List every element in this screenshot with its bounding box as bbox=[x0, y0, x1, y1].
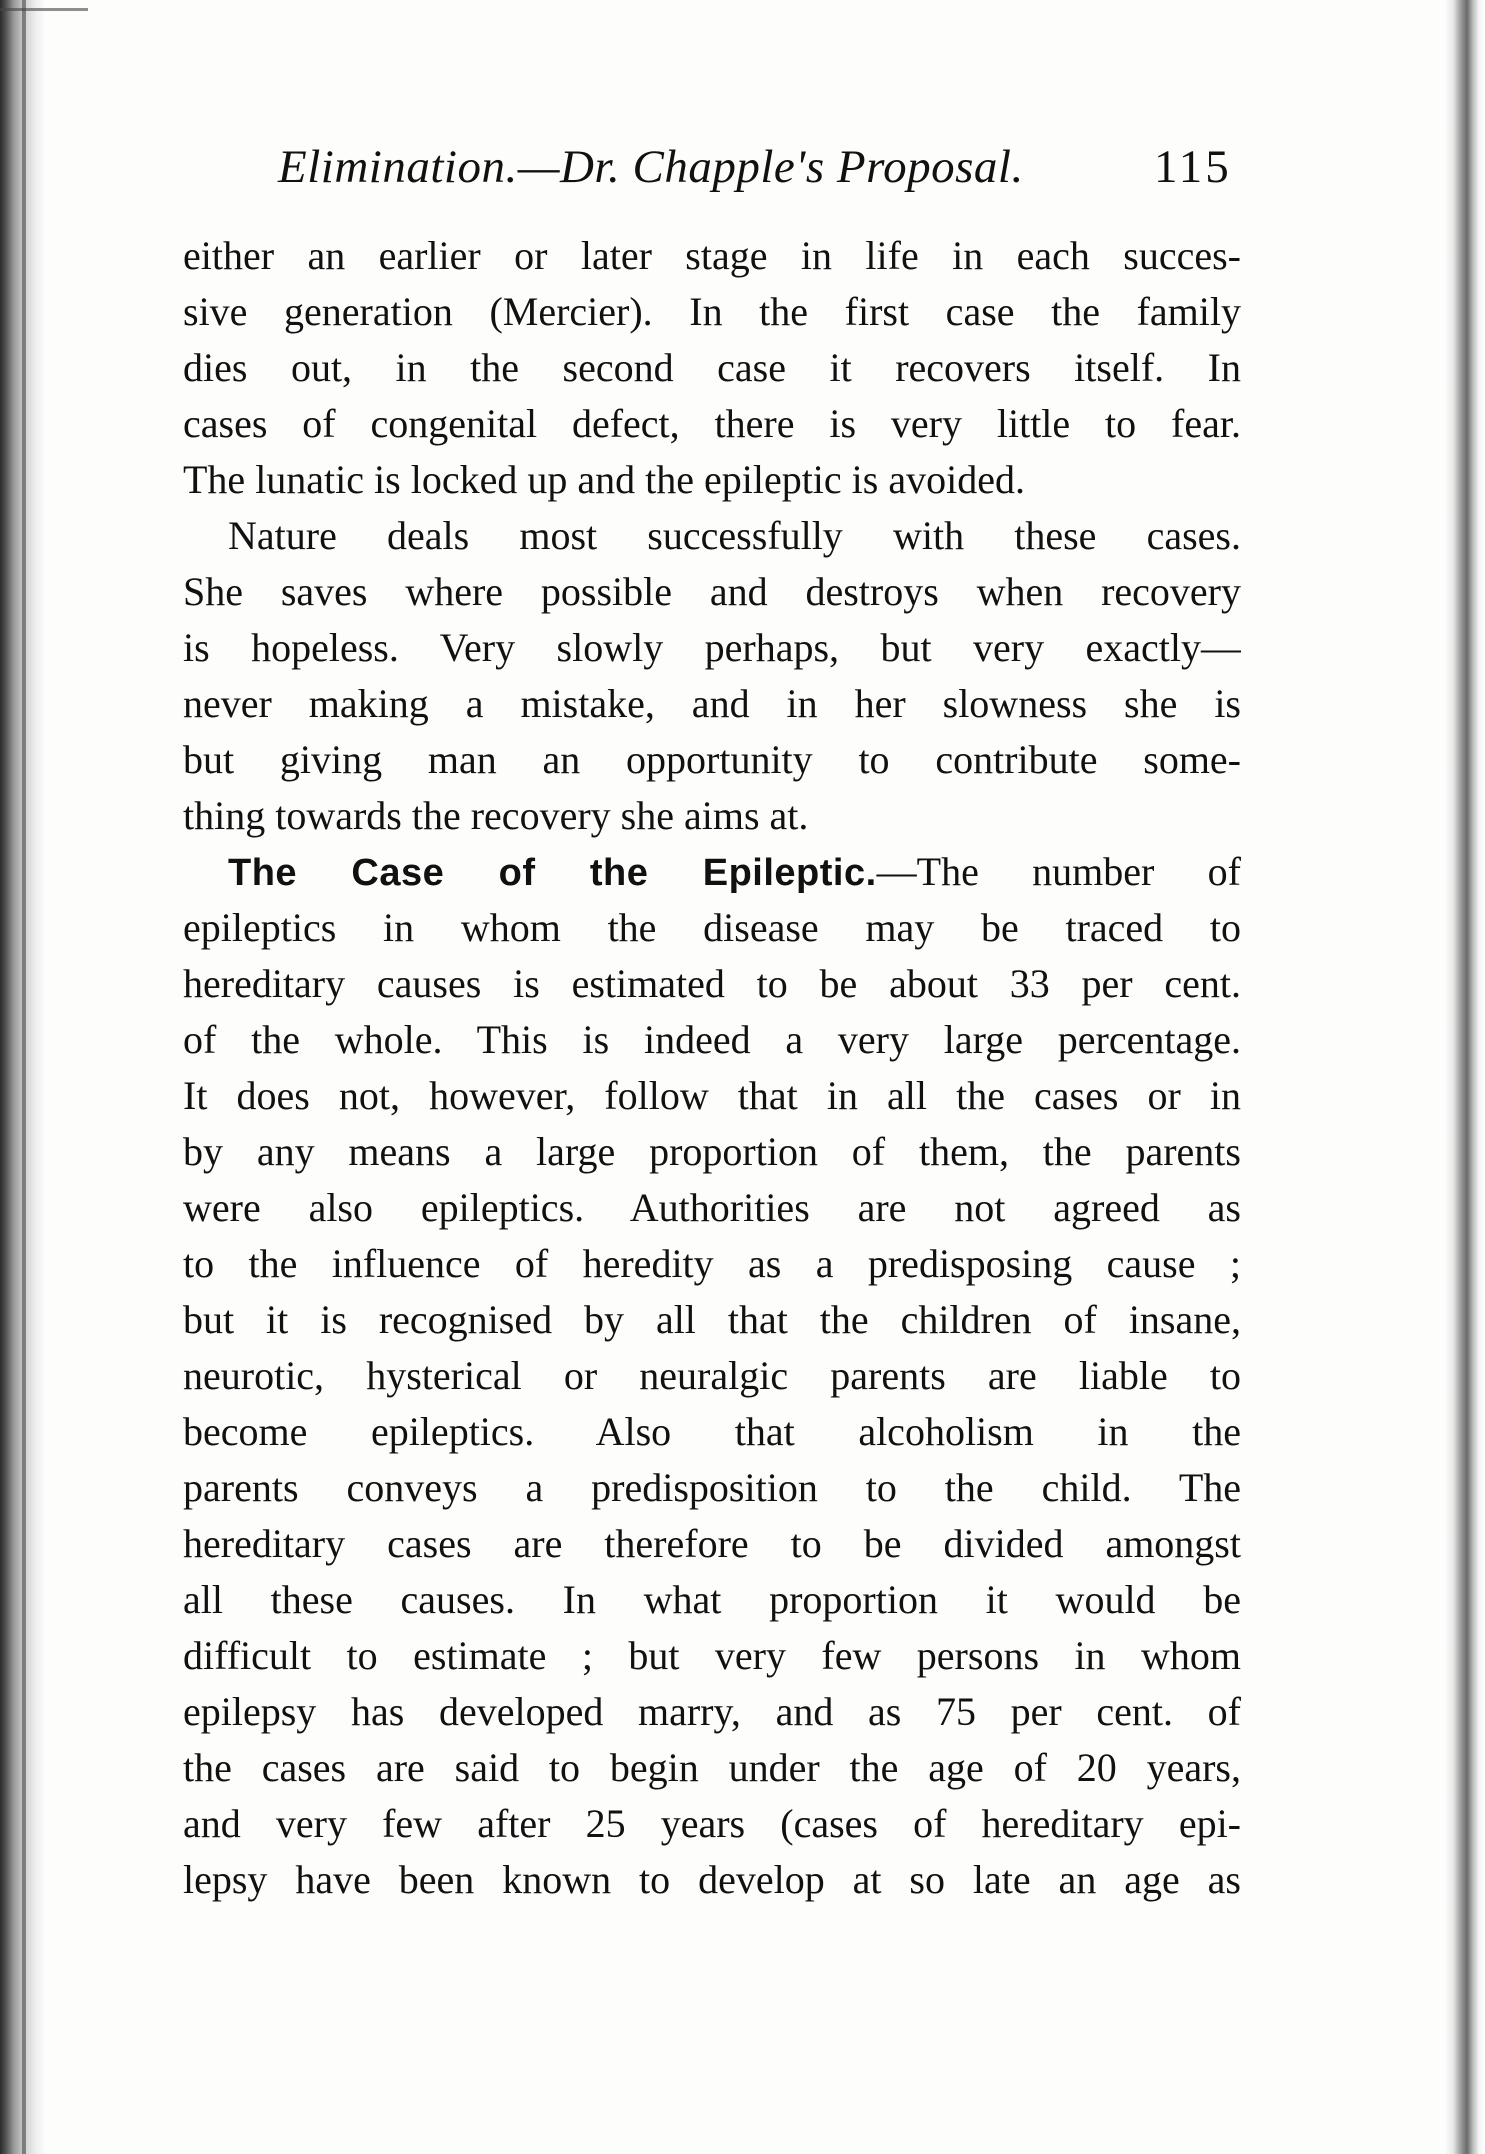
text-line: by any means a large proportion of them, the parents bbox=[183, 1129, 1241, 1174]
text-line: to the influence of heredity as a predisposing cause ; bbox=[183, 1241, 1241, 1286]
text-line: Nature deals most successfully with these cases. bbox=[228, 513, 1241, 558]
text-line: cases of congenital defect, there is very little to fear. bbox=[183, 401, 1241, 446]
text-line: lepsy have been known to develop at so late an age as bbox=[183, 1857, 1241, 1902]
text-line: The lunatic is locked up and the epileptic is avoided. bbox=[183, 457, 1025, 502]
text-line: all these causes. In what proportion it would be bbox=[183, 1577, 1241, 1622]
text-line: hereditary causes is estimated to be about 33 per cent. bbox=[183, 961, 1241, 1006]
binding-edge-line bbox=[22, 0, 26, 2154]
corner-mark bbox=[0, 8, 88, 11]
text-line: sive generation (Mercier). In the first case the family bbox=[183, 289, 1241, 334]
text-line: but it is recognised by all that the children of insane, bbox=[183, 1297, 1241, 1342]
text-line: but giving man an opportunity to contribute some- bbox=[183, 737, 1241, 782]
text-line: were also epileptics. Authorities are not agreed as bbox=[183, 1185, 1241, 1230]
text-line: hereditary cases are therefore to be divided amongst bbox=[183, 1521, 1241, 1566]
text-line: epilepsy has developed marry, and as 75 per cent. of bbox=[183, 1689, 1241, 1734]
page-number: 115 bbox=[1154, 141, 1232, 193]
running-title: Elimination.—Dr. Chapple's Proposal. bbox=[278, 141, 1024, 193]
text-line: never making a mistake, and in her slowness she is bbox=[183, 681, 1241, 726]
text-line: the cases are said to begin under the age of 20 years, bbox=[183, 1745, 1241, 1790]
section-heading-line bbox=[183, 844, 1241, 900]
text-line: epileptics in whom the disease may be traced to bbox=[183, 905, 1241, 950]
text-line: of the whole. This is indeed a very large percentage. bbox=[183, 1017, 1241, 1062]
running-head bbox=[278, 132, 1238, 202]
page-edge-shadow bbox=[1445, 0, 1485, 2154]
text-line: become epileptics. Also that alcoholism in the bbox=[183, 1409, 1241, 1454]
text-line: neurotic, hysterical or neuralgic parents are liable to bbox=[183, 1353, 1241, 1398]
section-heading: The Case of the Epileptic. bbox=[228, 852, 877, 894]
text-line: It does not, however, follow that in all the cases or in bbox=[183, 1073, 1241, 1118]
text-line: parents conveys a predisposition to the child. The bbox=[183, 1465, 1241, 1510]
heading-tail: —The number of bbox=[876, 849, 1241, 894]
body-text bbox=[183, 228, 1241, 1928]
text-line: either an earlier or later stage in life in each succes- bbox=[183, 233, 1241, 278]
text-line: She saves where possible and destroys when recovery bbox=[183, 569, 1241, 614]
text-line: dies out, in the second case it recovers itself. In bbox=[183, 345, 1241, 390]
text-line: and very few after 25 years (cases of hereditary epi- bbox=[183, 1801, 1241, 1846]
text-line: is hopeless. Very slowly perhaps, but very exactly— bbox=[183, 625, 1241, 670]
text-line: difficult to estimate ; but very few persons in whom bbox=[183, 1633, 1241, 1678]
text-line: thing towards the recovery she aims at. bbox=[183, 793, 809, 838]
